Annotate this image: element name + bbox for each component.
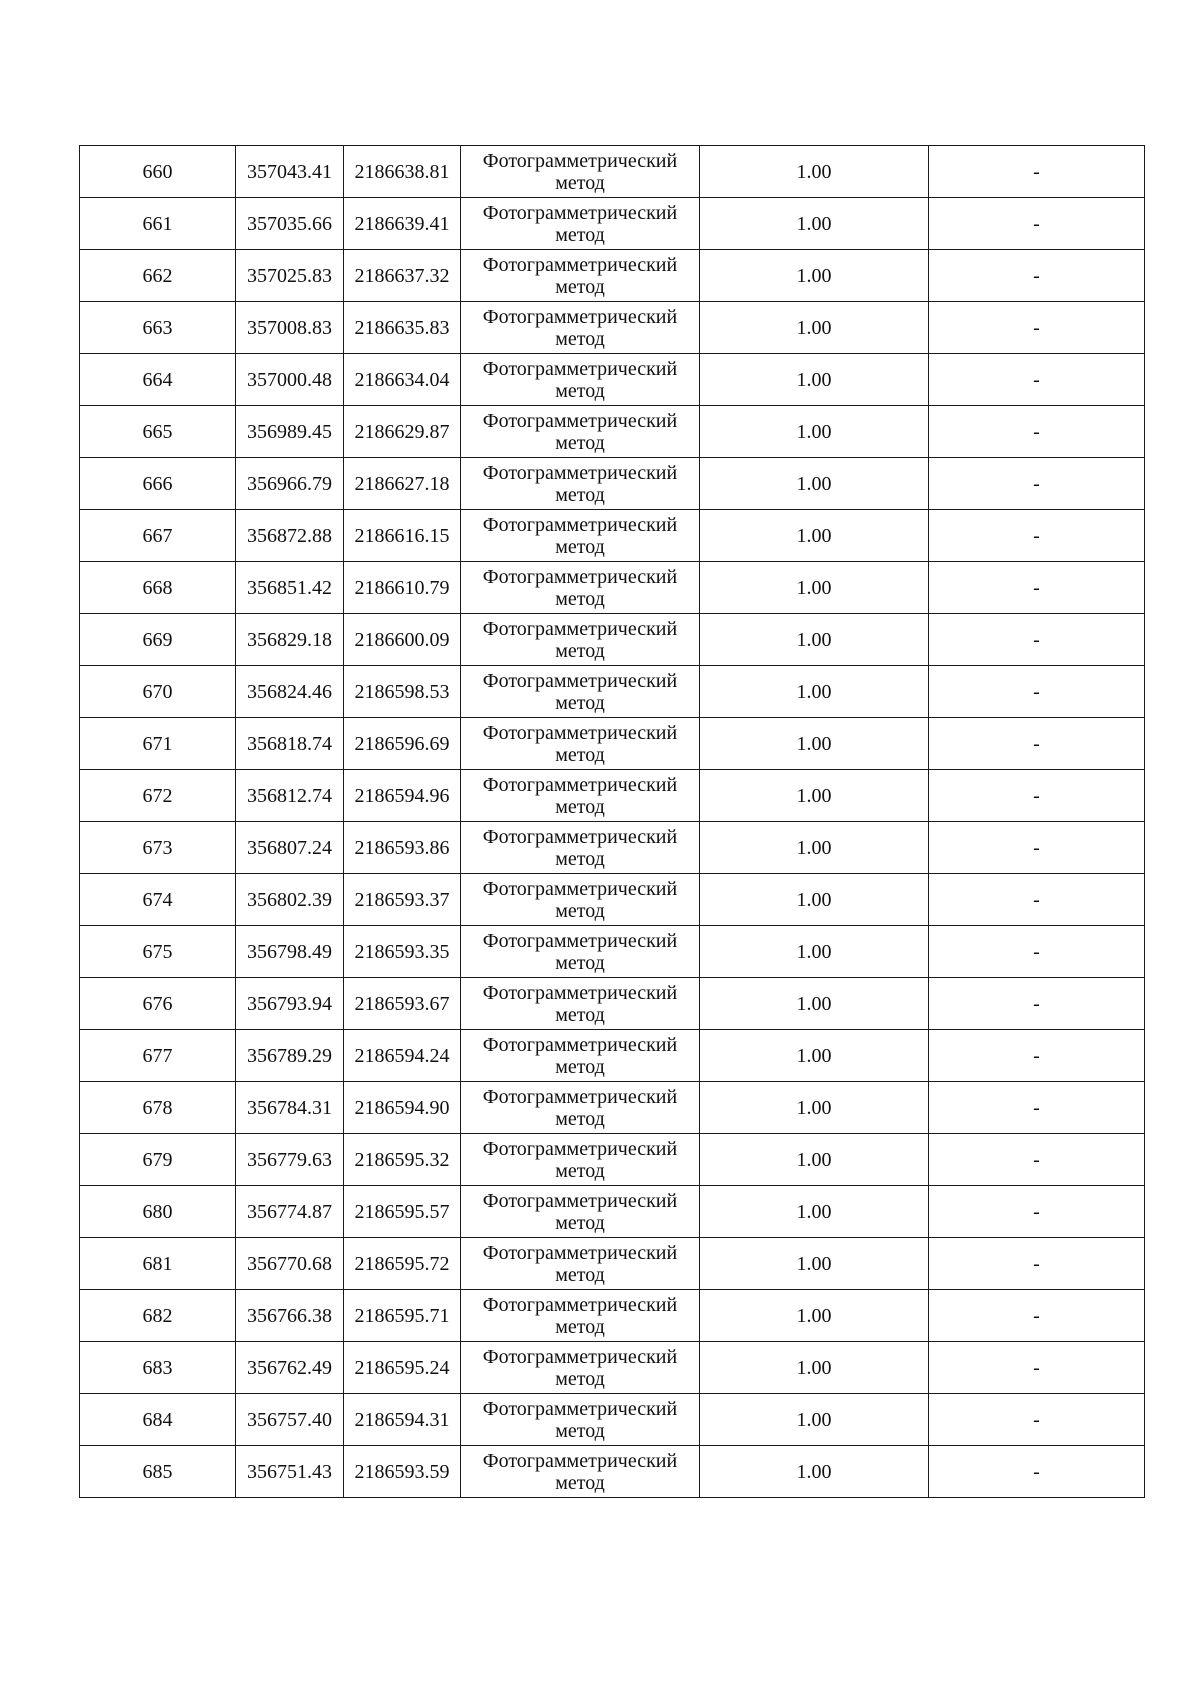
y-coordinate-cell: 2186595.32: [344, 1134, 461, 1186]
method-text-line1: Фотограмметрический: [482, 409, 678, 432]
y-coordinate-cell: 2186593.86: [344, 822, 461, 874]
table-row: [80, 718, 1145, 770]
point-number-cell: 669: [80, 614, 236, 666]
method-text-line2: метод: [555, 431, 605, 454]
method-text-line2: метод: [555, 639, 605, 662]
method-text-line1: Фотограмметрический: [482, 305, 678, 328]
method-cell: [461, 146, 700, 198]
method-text-line2: метод: [555, 951, 605, 974]
table-row: [80, 1030, 1145, 1082]
method-text-line1: Фотограмметрический: [482, 1345, 678, 1368]
method-text-line1: Фотограмметрический: [482, 617, 678, 640]
method-text-line2: метод: [555, 535, 605, 558]
table-row: [80, 562, 1145, 614]
method-cell: [461, 666, 700, 718]
method-text-line2: метод: [555, 1367, 605, 1390]
table-row: [80, 1342, 1145, 1394]
point-number-cell: 672: [80, 770, 236, 822]
point-number-cell: 660: [80, 146, 236, 198]
method-cell: [461, 458, 700, 510]
method-cell: [461, 302, 700, 354]
accuracy-cell: 1.00: [700, 1342, 929, 1394]
y-coordinate-cell: 2186600.09: [344, 614, 461, 666]
method-text-line1: Фотограмметрический: [482, 877, 678, 900]
accuracy-cell: 1.00: [700, 406, 929, 458]
point-number-cell: 674: [80, 874, 236, 926]
method-text-line1: Фотограмметрический: [482, 981, 678, 1004]
method-cell: [461, 406, 700, 458]
y-coordinate-cell: 2186639.41: [344, 198, 461, 250]
point-number-cell: 666: [80, 458, 236, 510]
y-coordinate-cell: 2186595.72: [344, 1238, 461, 1290]
method-text-line1: Фотограмметрический: [482, 825, 678, 848]
method-cell: [461, 1082, 700, 1134]
table-row: [80, 406, 1145, 458]
method-cell: [461, 770, 700, 822]
accuracy-cell: 1.00: [700, 1186, 929, 1238]
accuracy-cell: 1.00: [700, 1394, 929, 1446]
method-cell: [461, 250, 700, 302]
table-row: [80, 1394, 1145, 1446]
note-cell: -: [929, 666, 1145, 718]
note-cell: -: [929, 510, 1145, 562]
accuracy-cell: 1.00: [700, 666, 929, 718]
x-coordinate-cell: 356793.94: [236, 978, 344, 1030]
method-cell: [461, 1238, 700, 1290]
method-text-line1: Фотограмметрический: [482, 1449, 678, 1472]
note-cell: -: [929, 1238, 1145, 1290]
table-row: [80, 1290, 1145, 1342]
x-coordinate-cell: 357043.41: [236, 146, 344, 198]
y-coordinate-cell: 2186634.04: [344, 354, 461, 406]
y-coordinate-cell: 2186638.81: [344, 146, 461, 198]
accuracy-cell: 1.00: [700, 770, 929, 822]
method-cell: [461, 510, 700, 562]
method-cell: [461, 1290, 700, 1342]
x-coordinate-cell: 356807.24: [236, 822, 344, 874]
method-text-line2: метод: [555, 899, 605, 922]
y-coordinate-cell: 2186593.35: [344, 926, 461, 978]
note-cell: -: [929, 978, 1145, 1030]
accuracy-cell: 1.00: [700, 302, 929, 354]
method-text-line1: Фотограмметрический: [482, 357, 678, 380]
note-cell: -: [929, 718, 1145, 770]
table-row: [80, 510, 1145, 562]
point-number-cell: 671: [80, 718, 236, 770]
method-text-line1: Фотограмметрический: [482, 721, 678, 744]
table-row: [80, 302, 1145, 354]
note-cell: -: [929, 458, 1145, 510]
coordinates-table: [79, 145, 1145, 1498]
note-cell: -: [929, 1186, 1145, 1238]
method-cell: [461, 978, 700, 1030]
y-coordinate-cell: 2186595.57: [344, 1186, 461, 1238]
x-coordinate-cell: 356779.63: [236, 1134, 344, 1186]
method-text-line1: Фотограмметрический: [482, 253, 678, 276]
method-text-line1: Фотограмметрический: [482, 1189, 678, 1212]
x-coordinate-cell: 356824.46: [236, 666, 344, 718]
method-text-line1: Фотограмметрический: [482, 1033, 678, 1056]
method-text-line2: метод: [555, 691, 605, 714]
method-cell: [461, 354, 700, 406]
method-text-line2: метод: [555, 1419, 605, 1442]
x-coordinate-cell: 357035.66: [236, 198, 344, 250]
point-number-cell: 685: [80, 1446, 236, 1498]
table-body: [80, 146, 1145, 1498]
point-number-cell: 663: [80, 302, 236, 354]
accuracy-cell: 1.00: [700, 198, 929, 250]
table-row: [80, 1186, 1145, 1238]
method-text-line1: Фотограмметрический: [482, 669, 678, 692]
point-number-cell: 676: [80, 978, 236, 1030]
table-row: [80, 926, 1145, 978]
note-cell: -: [929, 1394, 1145, 1446]
method-text-line1: Фотограмметрический: [482, 1241, 678, 1264]
x-coordinate-cell: 356851.42: [236, 562, 344, 614]
y-coordinate-cell: 2186627.18: [344, 458, 461, 510]
table-row: [80, 146, 1145, 198]
method-cell: [461, 562, 700, 614]
method-text-line1: Фотограмметрический: [482, 1085, 678, 1108]
point-number-cell: 667: [80, 510, 236, 562]
x-coordinate-cell: 356829.18: [236, 614, 344, 666]
note-cell: -: [929, 1134, 1145, 1186]
method-cell: [461, 874, 700, 926]
accuracy-cell: 1.00: [700, 1134, 929, 1186]
x-coordinate-cell: 357000.48: [236, 354, 344, 406]
note-cell: -: [929, 406, 1145, 458]
table-row: [80, 978, 1145, 1030]
note-cell: -: [929, 1082, 1145, 1134]
x-coordinate-cell: 356802.39: [236, 874, 344, 926]
x-coordinate-cell: 356762.49: [236, 1342, 344, 1394]
y-coordinate-cell: 2186610.79: [344, 562, 461, 614]
method-text-line1: Фотограмметрический: [482, 1293, 678, 1316]
note-cell: -: [929, 1030, 1145, 1082]
method-text-line1: Фотограмметрический: [482, 1137, 678, 1160]
x-coordinate-cell: 356818.74: [236, 718, 344, 770]
method-text-line2: метод: [555, 587, 605, 610]
method-text-line2: метод: [555, 483, 605, 506]
method-cell: [461, 198, 700, 250]
point-number-cell: 684: [80, 1394, 236, 1446]
x-coordinate-cell: 356770.68: [236, 1238, 344, 1290]
y-coordinate-cell: 2186594.90: [344, 1082, 461, 1134]
method-cell: [461, 1342, 700, 1394]
method-text-line2: метод: [555, 1211, 605, 1234]
method-text-line2: метод: [555, 1055, 605, 1078]
note-cell: -: [929, 562, 1145, 614]
method-text-line2: метод: [555, 743, 605, 766]
y-coordinate-cell: 2186593.59: [344, 1446, 461, 1498]
note-cell: -: [929, 302, 1145, 354]
method-cell: [461, 822, 700, 874]
x-coordinate-cell: 356812.74: [236, 770, 344, 822]
note-cell: -: [929, 770, 1145, 822]
accuracy-cell: 1.00: [700, 458, 929, 510]
method-cell: [461, 1394, 700, 1446]
method-text-line2: метод: [555, 1315, 605, 1338]
method-text-line2: метод: [555, 223, 605, 246]
table-row: [80, 354, 1145, 406]
accuracy-cell: 1.00: [700, 1290, 929, 1342]
table-row: [80, 1082, 1145, 1134]
point-number-cell: 675: [80, 926, 236, 978]
table-row: [80, 458, 1145, 510]
method-cell: [461, 1030, 700, 1082]
method-text-line1: Фотограмметрический: [482, 1397, 678, 1420]
x-coordinate-cell: 356789.29: [236, 1030, 344, 1082]
accuracy-cell: 1.00: [700, 1238, 929, 1290]
note-cell: -: [929, 198, 1145, 250]
point-number-cell: 668: [80, 562, 236, 614]
accuracy-cell: 1.00: [700, 1030, 929, 1082]
y-coordinate-cell: 2186629.87: [344, 406, 461, 458]
method-text-line2: метод: [555, 171, 605, 194]
method-text-line2: метод: [555, 795, 605, 818]
table-row: [80, 770, 1145, 822]
y-coordinate-cell: 2186594.96: [344, 770, 461, 822]
method-text-line1: Фотограмметрический: [482, 929, 678, 952]
note-cell: -: [929, 874, 1145, 926]
method-cell: [461, 718, 700, 770]
table-row: [80, 614, 1145, 666]
point-number-cell: 683: [80, 1342, 236, 1394]
table-row: [80, 198, 1145, 250]
accuracy-cell: 1.00: [700, 354, 929, 406]
method-cell: [461, 926, 700, 978]
method-text-line1: Фотограмметрический: [482, 513, 678, 536]
y-coordinate-cell: 2186594.24: [344, 1030, 461, 1082]
x-coordinate-cell: 356966.79: [236, 458, 344, 510]
method-text-line1: Фотограмметрический: [482, 201, 678, 224]
accuracy-cell: 1.00: [700, 562, 929, 614]
x-coordinate-cell: 356798.49: [236, 926, 344, 978]
point-number-cell: 681: [80, 1238, 236, 1290]
x-coordinate-cell: 356757.40: [236, 1394, 344, 1446]
x-coordinate-cell: 356872.88: [236, 510, 344, 562]
x-coordinate-cell: 356766.38: [236, 1290, 344, 1342]
method-text-line1: Фотограмметрический: [482, 565, 678, 588]
table-row: [80, 1446, 1145, 1498]
y-coordinate-cell: 2186594.31: [344, 1394, 461, 1446]
method-text-line2: метод: [555, 327, 605, 350]
x-coordinate-cell: 356989.45: [236, 406, 344, 458]
point-number-cell: 664: [80, 354, 236, 406]
method-text-line2: метод: [555, 1159, 605, 1182]
note-cell: -: [929, 1446, 1145, 1498]
note-cell: -: [929, 1290, 1145, 1342]
y-coordinate-cell: 2186593.67: [344, 978, 461, 1030]
method-text-line2: метод: [555, 1003, 605, 1026]
y-coordinate-cell: 2186595.24: [344, 1342, 461, 1394]
table-row: [80, 822, 1145, 874]
method-text-line2: метод: [555, 1471, 605, 1494]
x-coordinate-cell: 356784.31: [236, 1082, 344, 1134]
method-text-line2: метод: [555, 275, 605, 298]
point-number-cell: 678: [80, 1082, 236, 1134]
table-row: [80, 874, 1145, 926]
table-row: [80, 250, 1145, 302]
x-coordinate-cell: 356774.87: [236, 1186, 344, 1238]
method-cell: [461, 1134, 700, 1186]
point-number-cell: 677: [80, 1030, 236, 1082]
point-number-cell: 661: [80, 198, 236, 250]
point-number-cell: 680: [80, 1186, 236, 1238]
accuracy-cell: 1.00: [700, 250, 929, 302]
note-cell: -: [929, 250, 1145, 302]
accuracy-cell: 1.00: [700, 718, 929, 770]
point-number-cell: 662: [80, 250, 236, 302]
method-cell: [461, 1446, 700, 1498]
table-row: [80, 1134, 1145, 1186]
x-coordinate-cell: 356751.43: [236, 1446, 344, 1498]
point-number-cell: 665: [80, 406, 236, 458]
note-cell: -: [929, 926, 1145, 978]
method-text-line2: метод: [555, 1107, 605, 1130]
note-cell: -: [929, 354, 1145, 406]
method-text-line2: метод: [555, 379, 605, 402]
point-number-cell: 682: [80, 1290, 236, 1342]
method-text-line2: метод: [555, 1263, 605, 1286]
table-row: [80, 666, 1145, 718]
accuracy-cell: 1.00: [700, 1446, 929, 1498]
point-number-cell: 673: [80, 822, 236, 874]
point-number-cell: 670: [80, 666, 236, 718]
accuracy-cell: 1.00: [700, 978, 929, 1030]
accuracy-cell: 1.00: [700, 510, 929, 562]
y-coordinate-cell: 2186596.69: [344, 718, 461, 770]
accuracy-cell: 1.00: [700, 822, 929, 874]
note-cell: -: [929, 822, 1145, 874]
accuracy-cell: 1.00: [700, 874, 929, 926]
method-cell: [461, 614, 700, 666]
method-text-line1: Фотограмметрический: [482, 461, 678, 484]
point-number-cell: 679: [80, 1134, 236, 1186]
y-coordinate-cell: 2186595.71: [344, 1290, 461, 1342]
table-row: [80, 1238, 1145, 1290]
method-text-line1: Фотограмметрический: [482, 773, 678, 796]
y-coordinate-cell: 2186616.15: [344, 510, 461, 562]
accuracy-cell: 1.00: [700, 1082, 929, 1134]
method-text-line2: метод: [555, 847, 605, 870]
accuracy-cell: 1.00: [700, 926, 929, 978]
accuracy-cell: 1.00: [700, 614, 929, 666]
note-cell: -: [929, 146, 1145, 198]
note-cell: -: [929, 614, 1145, 666]
y-coordinate-cell: 2186635.83: [344, 302, 461, 354]
y-coordinate-cell: 2186598.53: [344, 666, 461, 718]
method-text-line1: Фотограмметрический: [482, 149, 678, 172]
accuracy-cell: 1.00: [700, 146, 929, 198]
note-cell: -: [929, 1342, 1145, 1394]
y-coordinate-cell: 2186593.37: [344, 874, 461, 926]
x-coordinate-cell: 357008.83: [236, 302, 344, 354]
y-coordinate-cell: 2186637.32: [344, 250, 461, 302]
x-coordinate-cell: 357025.83: [236, 250, 344, 302]
method-cell: [461, 1186, 700, 1238]
